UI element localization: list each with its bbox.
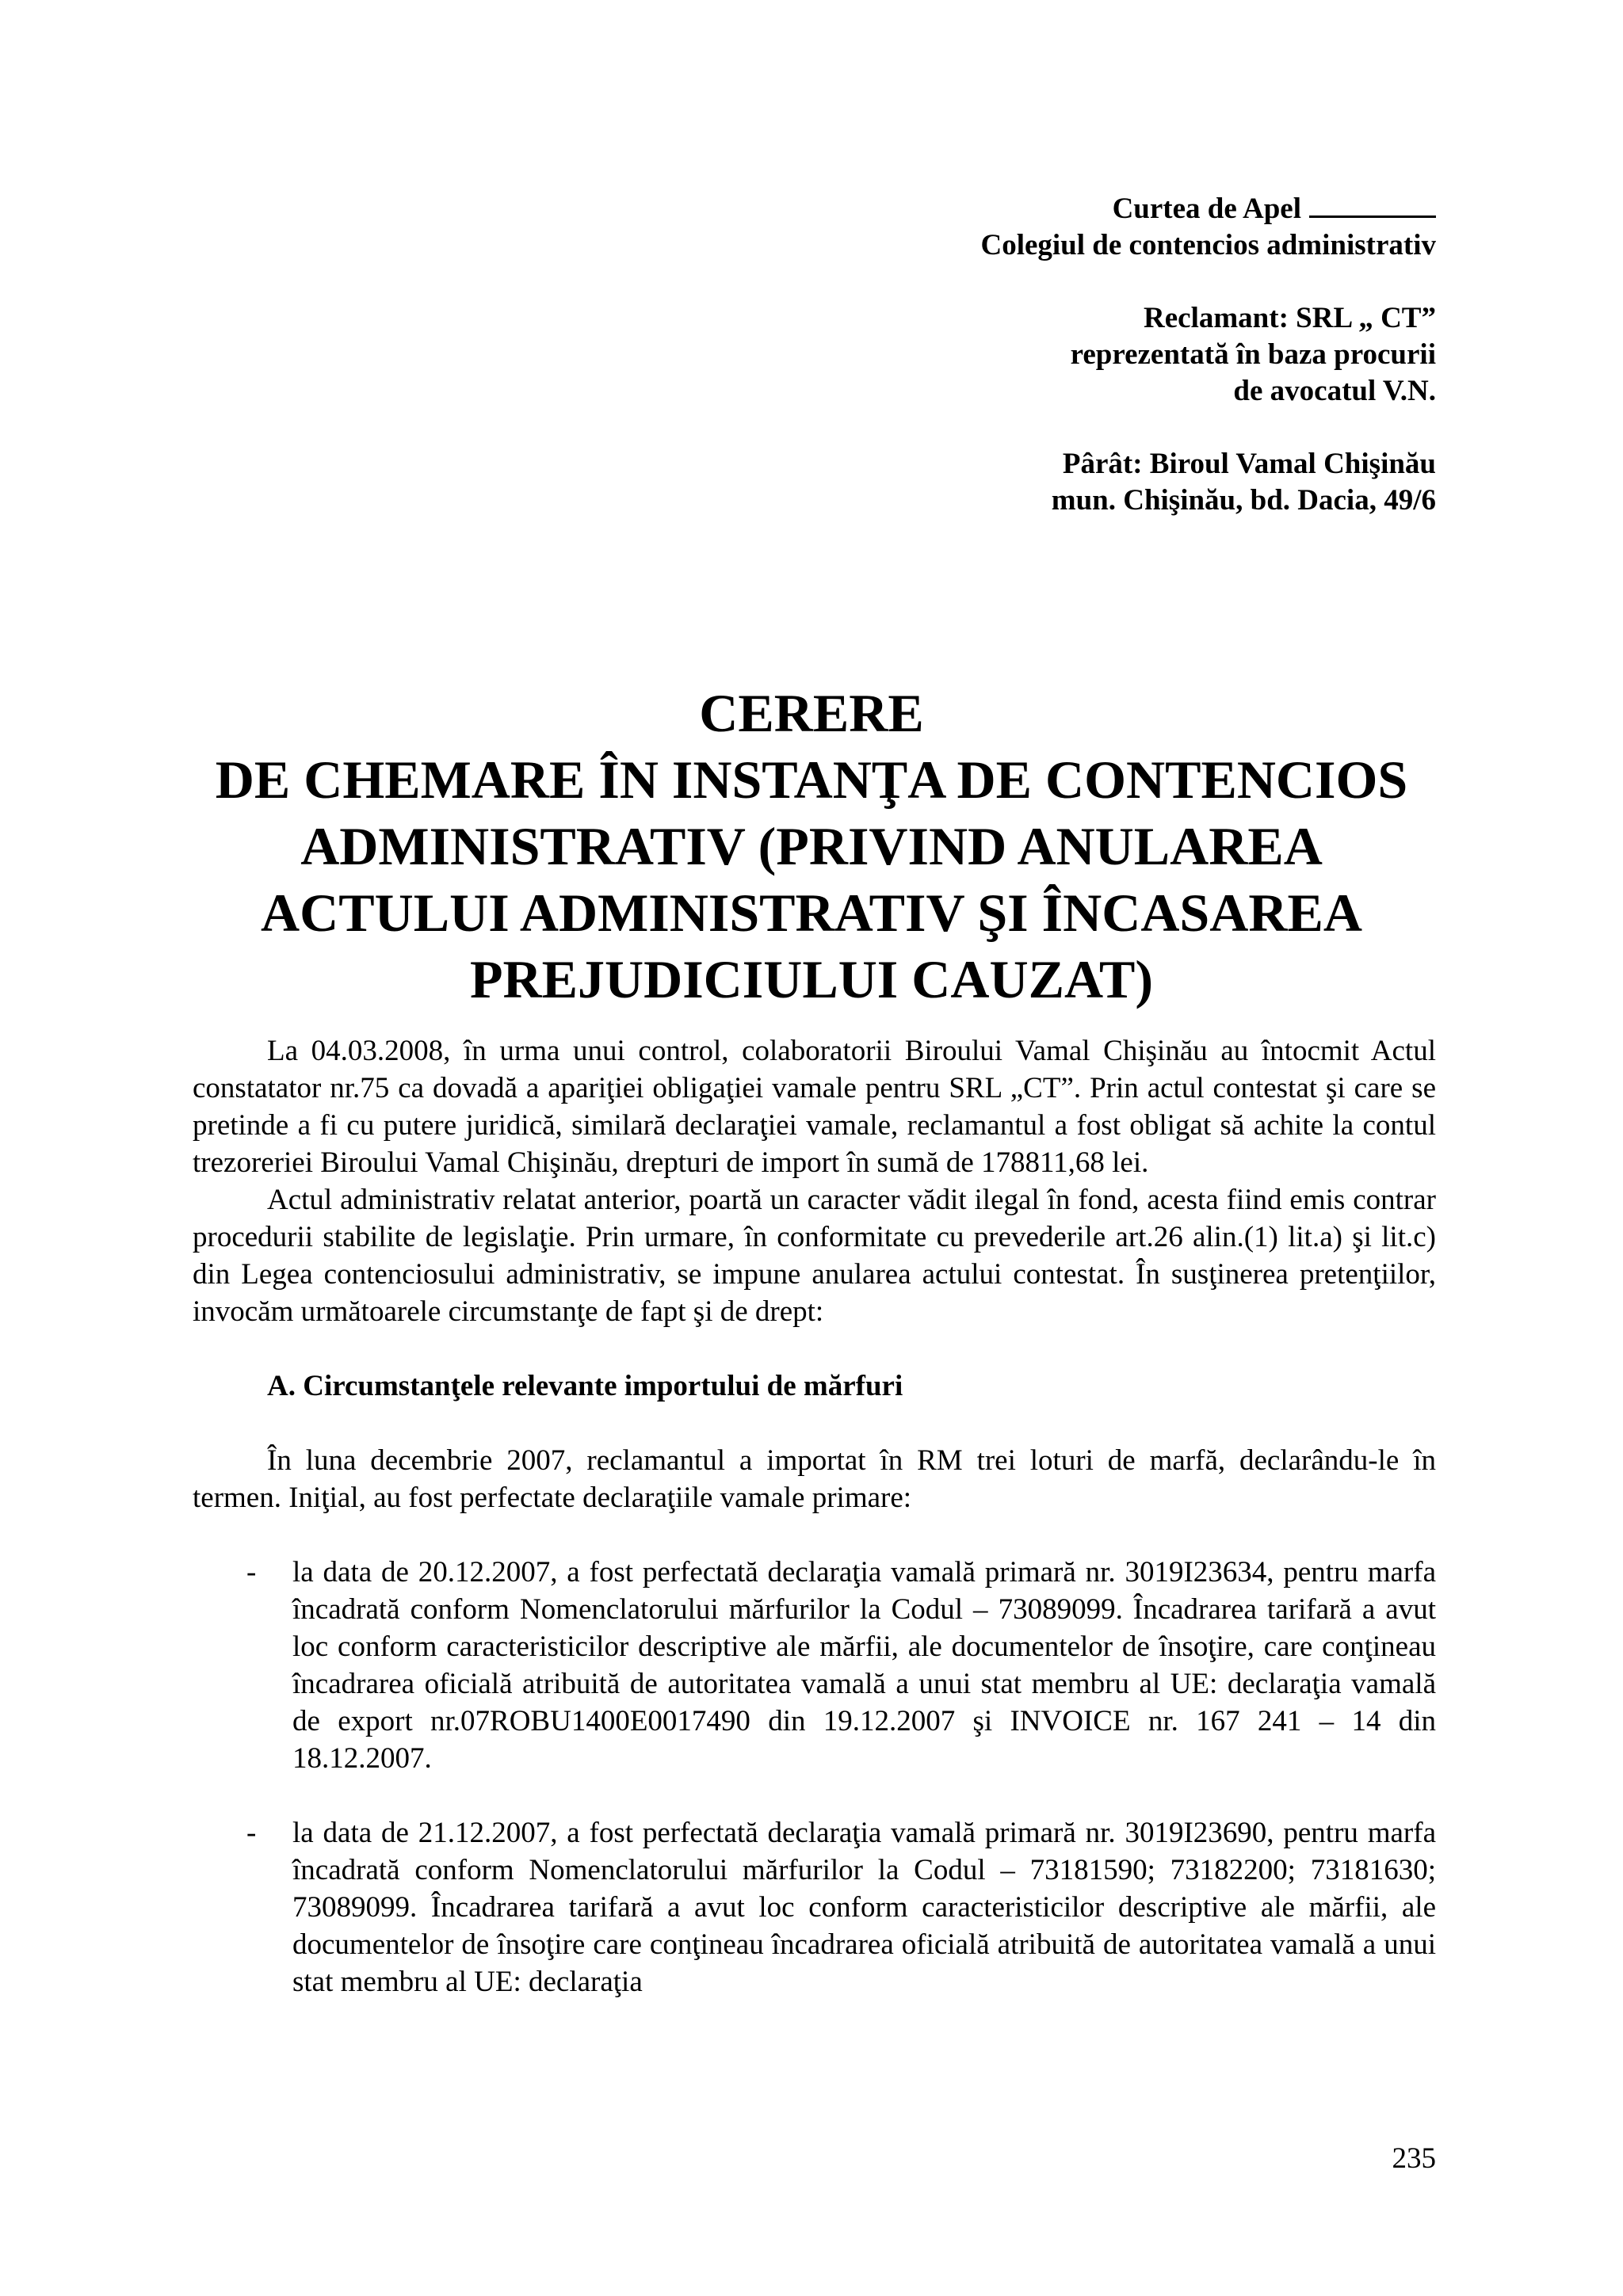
list-dash: -	[246, 1817, 257, 1849]
list-dash: -	[246, 1556, 257, 1589]
paragraph-3: În luna decembrie 2007, reclamantul a importat în RM trei loturi de marfă, declarându-le în termen. Iniţial, au fost perfectate declaraţiile vamale primare:	[193, 1444, 1436, 1514]
defendant-name: Pârât: Biroul Vamal Chişinău	[1062, 448, 1436, 480]
court-block	[980, 189, 1436, 264]
list-item	[193, 1554, 1436, 1777]
plaintiff-name: Reclamant: SRL „ CT”	[1144, 302, 1436, 334]
page-number: 235	[1392, 2142, 1436, 2175]
title-line-2: DE CHEMARE ÎN INSTANŢA DE CONTENCIOS	[215, 749, 1408, 810]
paragraph-1: La 04.03.2008, în urma unui control, colaboratorii Biroului Vamal Chişinău au întocmit Actul constatator nr.75 ca dovadă a apariţiei obligaţiei vamale pentru SRL „CT”. Prin actul contestat şi care se pretinde a fi cu putere juridică, similară declaraţiei vamale, reclamantul a fost obligat să achite la contul trezoreriei Biroului Vamal Chişinău, drepturi de import în sumă de 178811,68 lei.	[193, 1035, 1436, 1179]
title-line-4: ACTULUI ADMINISTRATIV ŞI ÎNCASAREA	[261, 883, 1362, 943]
court-name: Curtea de Apel	[1112, 193, 1301, 225]
addressee-block	[980, 189, 1436, 519]
title-line-3: ADMINISTRATIV (PRIVIND ANULAREA	[300, 816, 1323, 876]
document-body	[193, 1032, 1436, 2038]
defendant-block	[980, 446, 1436, 519]
list-item	[193, 1814, 1436, 2000]
list-item-text-2: la data de 21.12.2007, a fost perfectată declaraţia vamală primară nr. 3019I23690, pentru marfa încadrată conform Nomenclatorului mărfurilor la Codul – 73181590; 73182200; 73181630; 73089099. Încadrarea tarifară a avut loc conform caracteristicilor descriptive ale mărfii, ale documentelor de însoţire care conţineau încadrarea oficială atribuită de autoritatea vamală a unui stat membru al UE: declaraţia	[292, 1817, 1436, 1998]
plaintiff-lawyer: de avocatul V.N.	[1233, 375, 1436, 407]
declarations-list	[193, 1554, 1436, 2000]
court-line	[980, 189, 1436, 227]
document-title	[187, 680, 1436, 1013]
defendant-address: mun. Chişinău, bd. Dacia, 49/6	[1051, 484, 1436, 517]
list-item-text-1: la data de 20.12.2007, a fost perfectată declaraţia vamală primară nr. 3019I23634, pentru marfa încadrată conform Nomenclatorului mărfurilor la Codul – 73089099. Încadrarea tarifară a avut loc conform caracteristicilor descriptive ale mărfii, ale documentelor de însoţire, care conţineau încadrarea oficială atribuită de autoritatea vamală a unui stat membru al UE: declaraţia vamală de export nr.07ROBU1400E0017490 din 19.12.2007 şi INVOICE nr. 167 241 – 14 din 18.12.2007.	[292, 1556, 1436, 1775]
court-blank-line	[1309, 189, 1436, 218]
plaintiff-block	[980, 300, 1436, 410]
section-heading-a: A. Circumstanţele relevante importului de mărfuri	[267, 1370, 903, 1402]
plaintiff-representation: reprezentată în baza procurii	[1070, 338, 1436, 371]
court-college: Colegiul de contencios administrativ	[980, 229, 1436, 261]
paragraph-2: Actul administrativ relatat anterior, poartă un caracter vădit ilegal în fond, acesta fiind emis contrar procedurii stabilite de legislaţie. Prin urmare, în conformitate cu prevederile art.26 alin.(1) lit.a) şi lit.c) din Legea contenciosului administrativ, se impune anularea actului contestat. În susţinerea pretenţiilor, invocăm următoarele circumstanţe de fapt şi de drept:	[193, 1184, 1436, 1328]
title-line-5: PREJUDICIULUI CAUZAT)	[469, 949, 1154, 1009]
title-line-1: CERERE	[699, 683, 924, 743]
